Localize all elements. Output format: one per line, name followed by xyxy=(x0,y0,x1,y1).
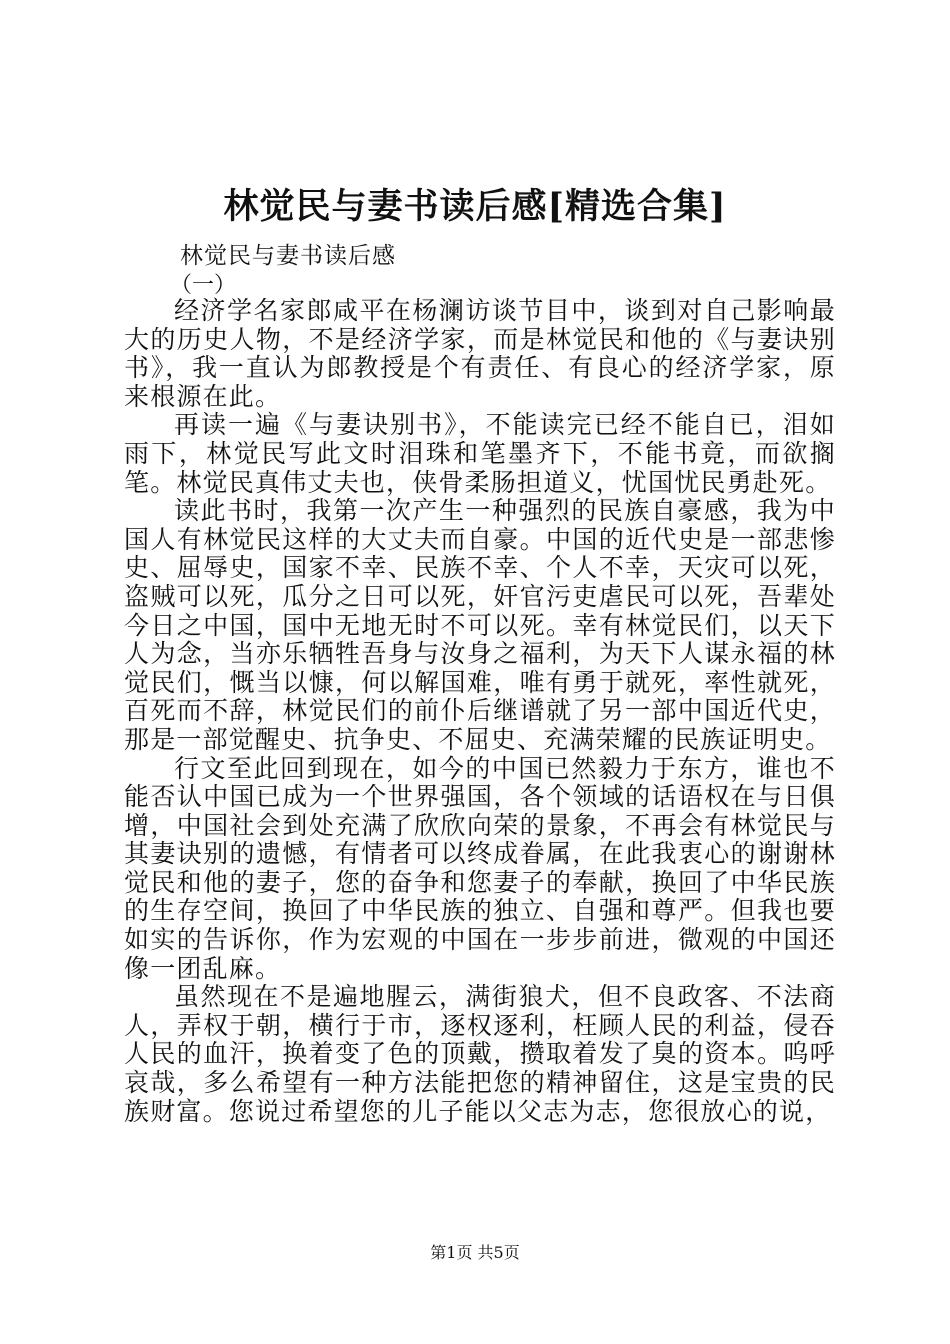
page-title: 林觉民与妻书读后感[精选合集] xyxy=(223,186,727,227)
paragraph: 读此书时，我第一次产生一种强烈的民族自豪感，我为中国人有林觉民这样的大丈夫而自豪。中国的近代史是一部悲惨史、屈辱史，国家不幸、民族不幸、个人不幸，天灾可以死，盗贼可以死，瓜分之日可以死，奸官污吏虐民可以死，吾辈处今日之中国，国中无地无时不可以死。幸有林觉民们，以天下人为念，当亦乐牺牲吾身与汝身之福利，为天下人谋永福的林觉民们，慨当以慷，何以解国难，唯有勇于就死，率性就死，百死而不辞，林觉民们的前仆后继谱就了另一部中国近代史，那是一部觉醒史、抗争史、不屈史、充满荣耀的民族证明史。 xyxy=(124,496,836,754)
paragraph: 行文至此回到现在，如今的中国已然毅力于东方，谁也不能否认中国已成为一个世界强国，各个领域的话语权在与日俱增，中国社会到处充满了欣欣向荣的景象，不再会有林觉民与其妻诀别的遗憾，有情者可以终成眷属，在此我衷心的谢谢林觉民和他的妻子，您的奋争和您妻子的奉献，换回了中华民族的生存空间，换回了中华民族的独立、自强和尊严。但我也要如实的告诉你，作为宏观的中国在一步步前进，微观的中国还像一团乱麻。 xyxy=(124,753,836,983)
paragraph: 经济学名家郎咸平在杨澜访谈节目中，谈到对自己影响最大的历史人物，不是经济学家，而是林觉民和他的《与妻诀别书》，我一直认为郎教授是个有责任、有良心的经济学家，原来根源在此。 xyxy=(124,296,836,411)
paragraph: 虽然现在不是遍地腥云，满街狼犬，但不良政客、不法商人，弄权于朝，横行于市，逐权逐利，枉顾人民的利益，侵吞人民的血汗，换着变了色的顶戴，攒取着发了臭的资本。呜呼哀哉，多么希望有一种方法能把您的精神留住，这是宝贵的民族财富。您说过希望您的儿子能以父志为志，您很放心的说， xyxy=(124,982,836,1126)
section-marker: （一） xyxy=(170,273,237,298)
article-subtitle: 林觉民与妻书读后感 xyxy=(180,243,396,269)
paragraph: 再读一遍《与妻诀别书》，不能读完已经不能自已，泪如雨下，林觉民写此文时泪珠和笔墨齐下，不能书竟，而欲搁笔。林觉民真伟丈夫也，侠骨柔肠担道义，忧国忧民勇赴死。 xyxy=(124,410,836,497)
article-body xyxy=(124,297,836,1126)
page-number-footer: 第1页 共5页 xyxy=(430,1243,520,1262)
